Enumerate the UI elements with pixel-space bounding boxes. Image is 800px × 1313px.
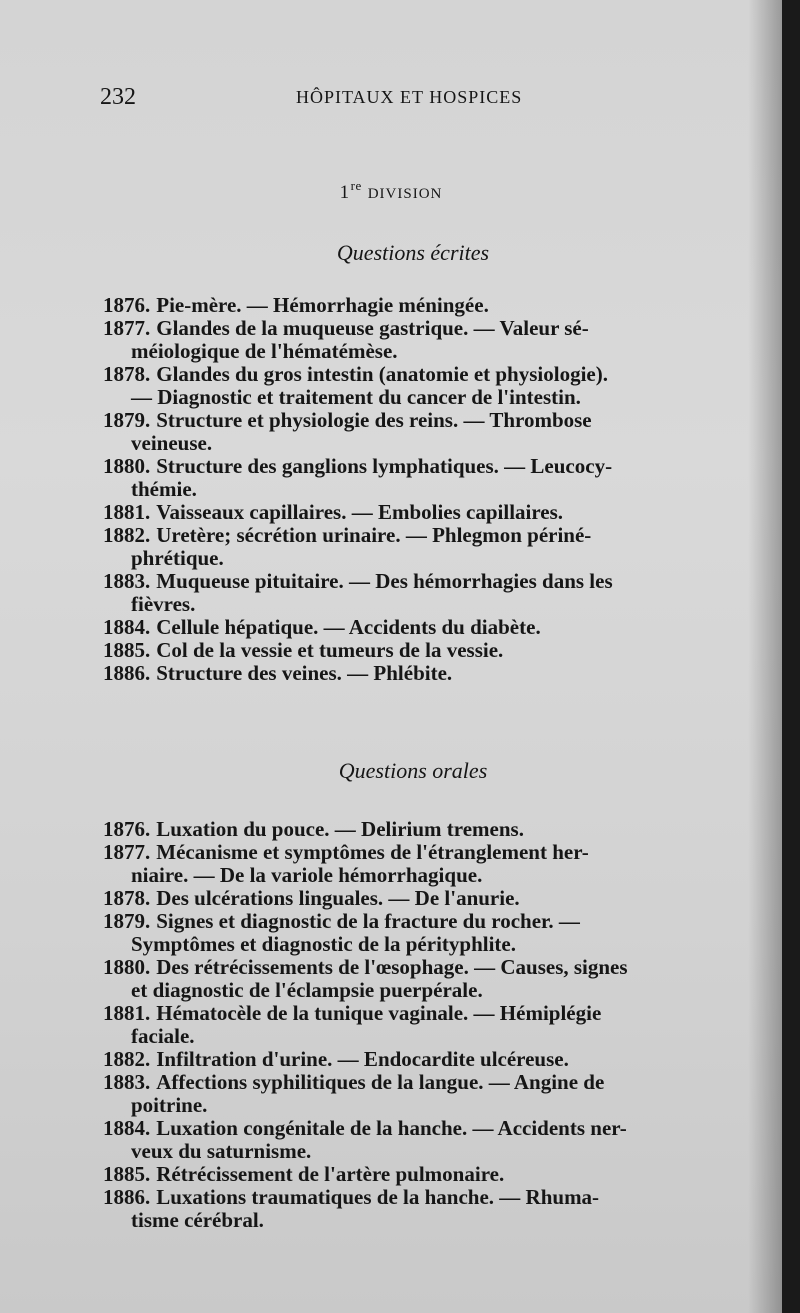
entry-continuation: veineuse.: [131, 431, 213, 455]
entry-year: 1883.: [103, 1070, 151, 1094]
entry-year: 1882.: [103, 523, 151, 547]
running-head: [100, 82, 710, 112]
entry-year: 1878.: [103, 362, 151, 386]
oral-questions-list: [103, 818, 753, 1232]
written-questions-heading: Questions écrites: [336, 240, 490, 265]
list-item: [103, 841, 753, 887]
entry-year: 1876.: [103, 293, 151, 317]
entry-continuation: thémie.: [131, 477, 197, 501]
oral-questions-heading: Questions orales: [338, 758, 488, 783]
entry-year: 1884.: [103, 615, 151, 639]
entry-continuation: veux du saturnisme.: [131, 1139, 312, 1163]
entry-continuation: tisme cérébral.: [131, 1208, 264, 1232]
entry-text: Glandes du gros intestin (anatomie et physiologie).: [156, 362, 608, 386]
entry-text: Pie-mère. — Hémorrhagie méningée.: [156, 293, 489, 317]
list-item: [103, 1186, 753, 1232]
entry-text: Luxation congénitale de la hanche. — Accidents ner-: [156, 1116, 627, 1140]
list-item: [103, 818, 753, 841]
entry-text: Hématocèle de la tunique vaginale. — Hémiplégie: [156, 1001, 602, 1025]
entry-year: 1880.: [103, 955, 151, 979]
entry-continuation: niaire. — De la variole hémorrhagique.: [131, 863, 483, 887]
entry-continuation: poitrine.: [131, 1093, 208, 1117]
division-number: 1: [339, 182, 350, 203]
entry-continuation: et diagnostic de l'éclampsie puerpérale.: [131, 978, 483, 1002]
entry-text: Mécanisme et symptômes de l'étranglement her-: [156, 840, 589, 864]
list-item: [103, 956, 753, 1002]
entry-continuation: phrétique.: [131, 546, 224, 570]
entry-year: 1883.: [103, 569, 151, 593]
entry-text: Glandes de la muqueuse gastrique. — Valeur sé-: [156, 316, 589, 340]
entry-text: Structure des ganglions lymphatiques. — Leucocy-: [156, 454, 613, 478]
entry-text: Infiltration d'urine. — Endocardite ulcéreuse.: [156, 1047, 569, 1071]
list-item: [103, 1163, 753, 1186]
list-item: [103, 317, 753, 363]
entry-text: Des ulcérations linguales. — De l'anurie.: [156, 886, 520, 910]
written-questions-list: [103, 294, 753, 685]
entry-year: 1881.: [103, 500, 151, 524]
entry-year: 1877.: [103, 316, 151, 340]
list-item: [103, 294, 753, 317]
entry-text: Structure et physiologie des reins. — Thrombose: [156, 408, 592, 432]
entry-year: 1878.: [103, 886, 151, 910]
entry-year: 1880.: [103, 454, 151, 478]
entry-text: Vaisseaux capillaires. — Embolies capillaires.: [156, 500, 564, 524]
running-title: HÔPITAUX ET HOSPICES: [296, 87, 523, 107]
division-ordinal-suffix: re: [350, 178, 362, 193]
list-item: [103, 570, 753, 616]
entry-year: 1881.: [103, 1001, 151, 1025]
entry-year: 1882.: [103, 1047, 151, 1071]
list-item: [103, 1048, 753, 1071]
entry-year: 1879.: [103, 909, 151, 933]
entry-year: 1884.: [103, 1116, 151, 1140]
division-label: DIVISION: [367, 186, 443, 202]
entry-text: Uretère; sécrétion urinaire. — Phlegmon périné-: [156, 523, 592, 547]
list-item: [103, 1071, 753, 1117]
entry-year: 1886.: [103, 661, 151, 685]
entry-text: Affections syphilitiques de la langue. — Angine de: [156, 1070, 605, 1094]
entry-text: Signes et diagnostic de la fracture du rocher. —: [156, 909, 580, 933]
entry-text: Muqueuse pituitaire. — Des hémorrhagies dans les: [156, 569, 613, 593]
division-heading: [0, 178, 782, 204]
entry-year: 1876.: [103, 817, 151, 841]
entry-continuation: faciale.: [131, 1024, 195, 1048]
list-item: [103, 363, 753, 409]
list-item: [103, 1117, 753, 1163]
entry-text: Structure des veines. — Phlébite.: [156, 661, 453, 685]
page-number: 232: [100, 84, 136, 110]
list-item: [103, 639, 753, 662]
entry-year: 1879.: [103, 408, 151, 432]
list-item: [103, 455, 753, 501]
list-item: [103, 662, 753, 685]
entry-text: Des rétrécissements de l'œsophage. — Causes, signes: [156, 955, 628, 979]
entry-continuation: méiologique de l'hématémèse.: [131, 339, 398, 363]
entry-year: 1885.: [103, 1162, 151, 1186]
entry-year: 1885.: [103, 638, 151, 662]
list-item: [103, 524, 753, 570]
list-item: [103, 910, 753, 956]
list-item: [103, 616, 753, 639]
entry-text: Luxations traumatiques de la hanche. — Rhuma-: [156, 1185, 600, 1209]
list-item: [103, 501, 753, 524]
entry-text: Luxation du pouce. — Delirium tremens.: [156, 817, 524, 841]
entry-continuation: — Diagnostic et traitement du cancer de l'intestin.: [131, 385, 581, 409]
entry-year: 1877.: [103, 840, 151, 864]
entry-continuation: fièvres.: [131, 592, 196, 616]
entry-text: Cellule hépatique. — Accidents du diabète.: [156, 615, 541, 639]
list-item: [103, 1002, 753, 1048]
entry-text: Col de la vessie et tumeurs de la vessie.: [156, 638, 504, 662]
entry-text: Rétrécissement de l'artère pulmonaire.: [156, 1162, 505, 1186]
entry-year: 1886.: [103, 1185, 151, 1209]
list-item: [103, 409, 753, 455]
entry-continuation: Symptômes et diagnostic de la pérityphlite.: [131, 932, 516, 956]
list-item: [103, 887, 753, 910]
